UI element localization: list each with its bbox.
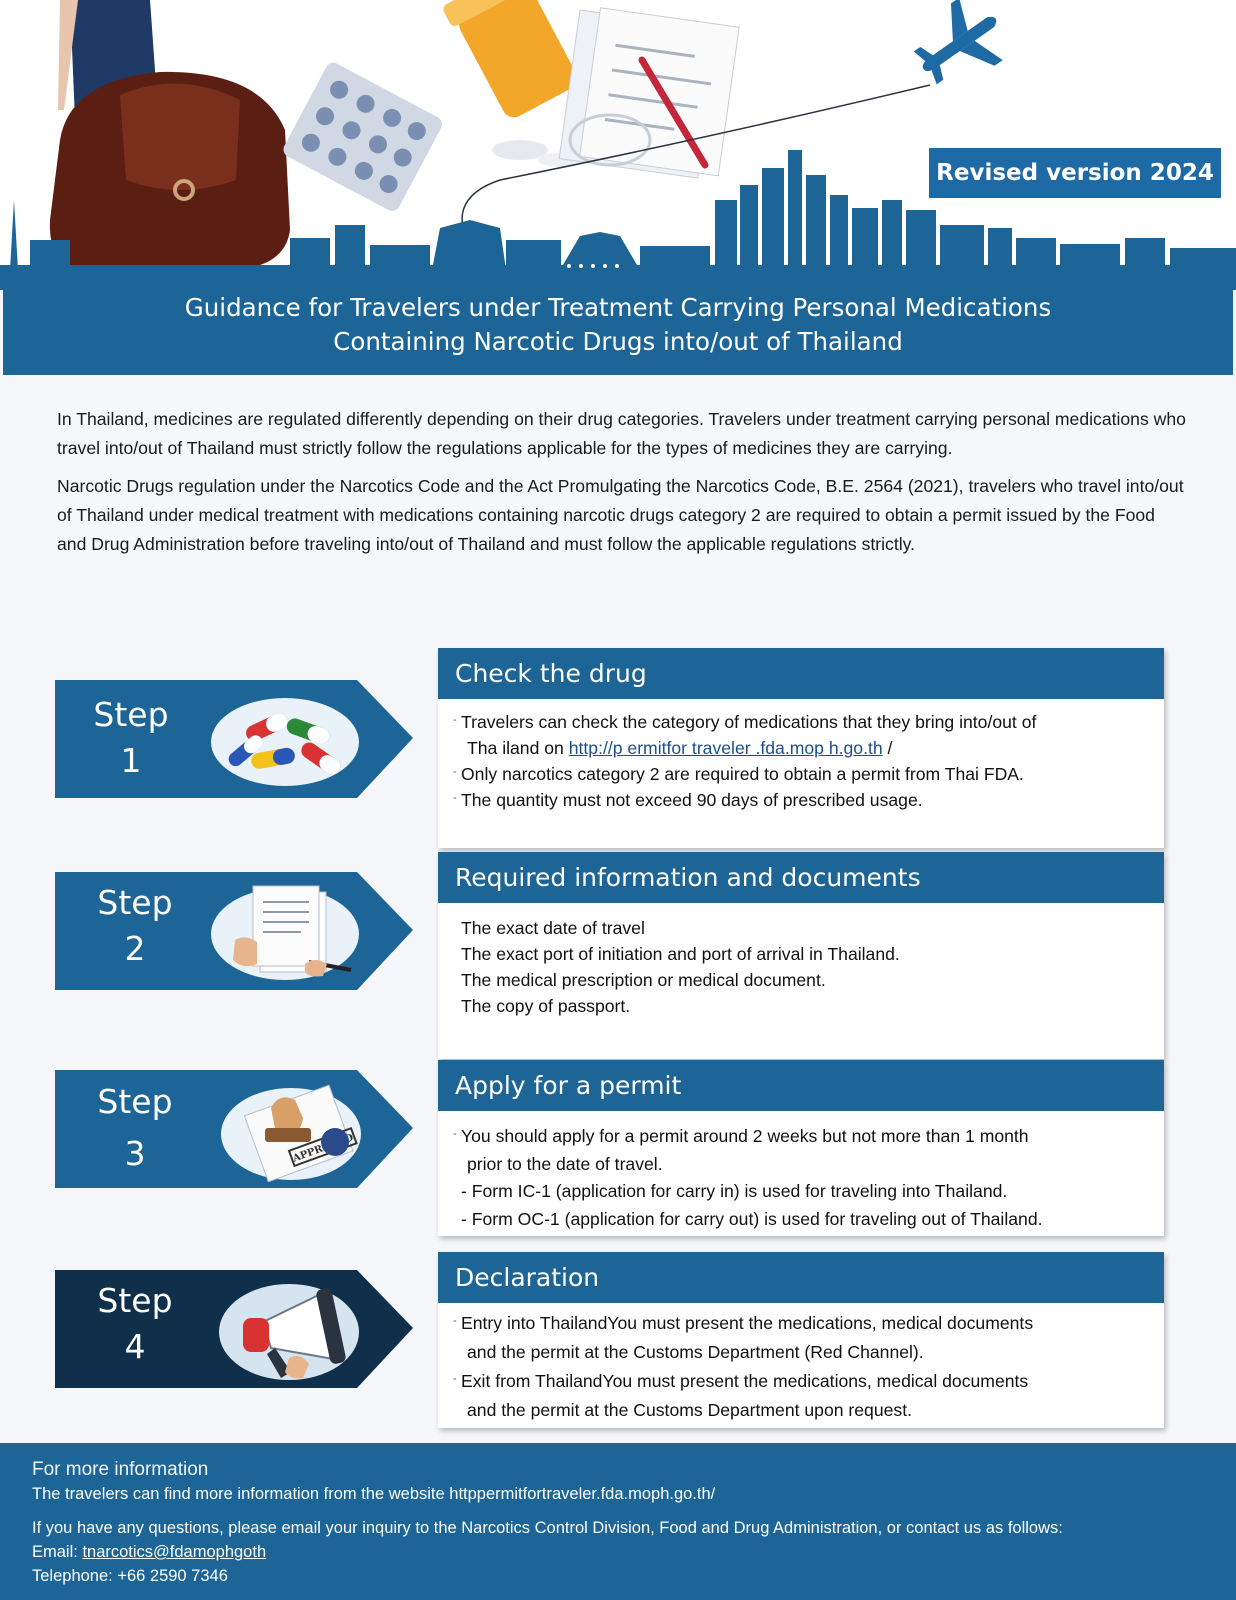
step-4-title: Declaration: [438, 1252, 1164, 1303]
footer-email-row: [32, 1540, 1236, 1564]
contact-footer: [0, 1443, 1236, 1600]
step-2-number: 2: [124, 929, 146, 968]
footer-website-line: The travelers can find more information from the website httppermitfortraveler.fda.moph.go.th/: [32, 1485, 716, 1503]
intro-section: [57, 405, 1187, 568]
step-3-item-2: - Form IC-1 (application for carry in) is used for traveling into Thailand.: [461, 1181, 1008, 1201]
step-4-arrow: [55, 1270, 415, 1390]
step-3-card: [438, 1060, 1164, 1236]
pill-blister-icon: [281, 60, 445, 214]
step-3-item-1: - You should apply for a permit around 2 weeks but not more than 1 month: [453, 1123, 1152, 1151]
step-2-card: [438, 852, 1164, 1059]
step-3-arrow: [55, 1070, 415, 1190]
step-1-item-3: - The quantity must not exceed 90 days of prescribed usage.: [453, 787, 1152, 813]
footer-telephone: Telephone: +66 2590 7346: [32, 1567, 228, 1585]
step-1-number: 1: [120, 741, 142, 780]
step-3-title: Apply for a permit: [438, 1060, 1164, 1111]
email-link[interactable]: tnarcotics@fdamophgoth: [82, 1543, 267, 1561]
step-4-card: [438, 1252, 1164, 1428]
megaphone-icon: [205, 1278, 365, 1382]
step-1-item-1-cont-text: Tha iland on: [467, 738, 564, 758]
step-1-item-1-continued: [453, 735, 1152, 761]
step-3-item-3: - Form OC-1 (application for carry out) is used for traveling out of Thailand.: [461, 1208, 1043, 1229]
step-3-item-1-continued: prior to the date of travel.: [467, 1153, 663, 1174]
intro-paragraph-2: Narcotic Drugs regulation under the Narcotics Code and the Act Promulgating the Narcotics Code, B.E. 2564 (2021), travelers who travel into/out of Thailand under medical treatment with medications containing narcotic drugs category 2 are required to obtain a permit issued by the Food and Drug Administration before traveling into/out of Thailand and must follow the applicable regulations strictly.: [57, 476, 1184, 554]
header-artwork: [0, 0, 1236, 290]
step-2-item-1: The exact date of travel: [461, 918, 645, 938]
step-2-word: Step: [97, 883, 173, 922]
step-2-arrow: [55, 872, 415, 992]
header-illustration: [0, 0, 1236, 290]
page-title-line-2: Containing Narcotic Drugs into/out of Thailand: [333, 327, 903, 356]
footer-questions-line: If you have any questions, please email your inquiry to the Narcotics Control Division, Food and Drug Administration, or contact us as follows:: [32, 1519, 1063, 1537]
step-2-title: Required information and documents: [438, 852, 1164, 903]
step-4-item-1-continued: and the permit at the Customs Department (Red Channel).: [467, 1342, 924, 1362]
intro-paragraph-1: In Thailand, medicines are regulated differently depending on their drug categories. Travelers under treatment carrying personal medications who travel into/out of Thailand must strictly follow the regulations applicable for the types of medicines they are carrying.: [57, 409, 1186, 458]
revised-version-badge: Revised version 2024: [929, 148, 1221, 198]
step-3-body: [438, 1111, 1164, 1233]
step-3-number: 3: [124, 1134, 146, 1173]
step-2-body: [438, 903, 1164, 1019]
step-1-item-2: - Only narcotics category 2 are required to obtain a permit from Thai FDA.: [453, 761, 1152, 787]
approval-stamp-icon: [205, 1078, 365, 1182]
page-title-line-1: Guidance for Travelers under Treatment Carrying Personal Medications: [184, 293, 1052, 322]
step-1-card: [438, 648, 1164, 848]
step-1-label: [81, 692, 181, 784]
step-2-item-3: The medical prescription or medical document.: [461, 970, 826, 990]
step-2-item-4: The copy of passport.: [461, 996, 631, 1016]
step-4-number: 4: [124, 1327, 146, 1366]
step-1-word: Step: [93, 695, 169, 734]
prescription-document-icon: [559, 5, 739, 181]
pill-bottle-icon: [441, 0, 586, 124]
step-1-item-1: - Travelers can check the category of medications that they bring into/out of: [453, 709, 1152, 735]
step-1-body: [438, 699, 1164, 813]
step-4-label: [85, 1278, 185, 1370]
capsules-icon: [205, 688, 365, 792]
step-3-word: Step: [97, 1082, 173, 1121]
airplane-icon: [902, 0, 1018, 100]
step-2-item-2: The exact port of initiation and port of arrival in Thailand.: [461, 944, 900, 964]
step-4-word: Step: [97, 1281, 173, 1320]
step-4-item-2-continued: and the permit at the Customs Department upon request.: [467, 1400, 912, 1420]
step-1-title: Check the drug: [438, 648, 1164, 699]
step-1-link-suffix: /: [882, 738, 893, 758]
step-4-item-2: - Exit from ThailandYou must present the medications, medical documents: [453, 1367, 1152, 1396]
permit-website-link[interactable]: http://p ermitfor traveler .fda.mop h.go.th: [568, 738, 883, 758]
step-4-item-1: - Entry into ThailandYou must present the medications, medical documents: [453, 1309, 1152, 1338]
backpack-icon: [50, 72, 290, 270]
step-4-body: [438, 1303, 1164, 1425]
step-2-label: [85, 880, 185, 972]
footer-title: For more information: [32, 1459, 209, 1480]
step-3-label: [85, 1076, 185, 1180]
page-title: [3, 275, 1233, 375]
step-1-arrow: [55, 680, 415, 800]
signing-document-icon: [205, 880, 365, 984]
email-label: Email:: [32, 1543, 83, 1561]
